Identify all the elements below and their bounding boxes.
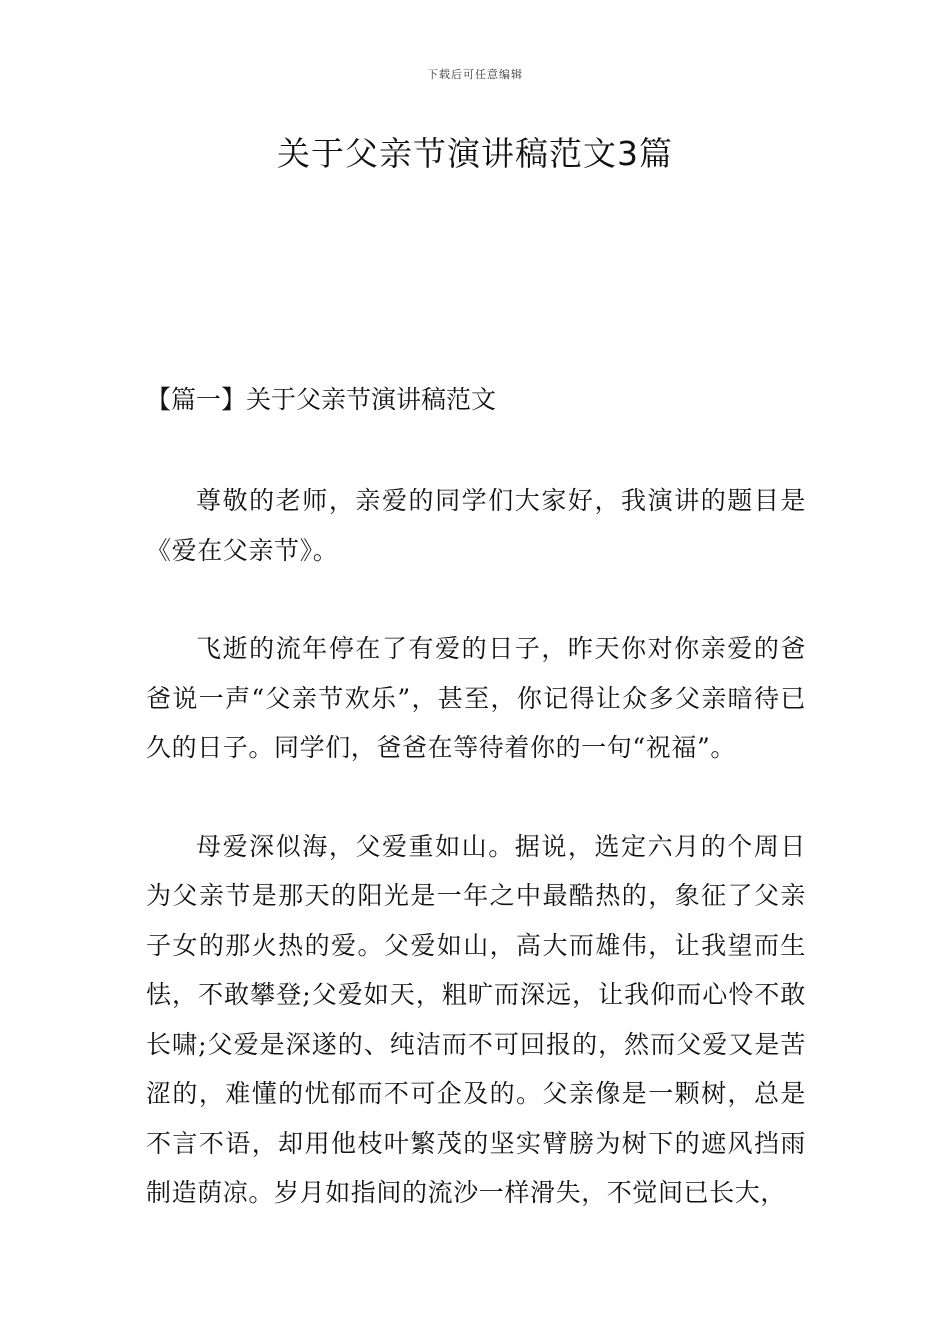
paragraph-greeting: 尊敬的老师，亲爱的同学们大家好，我演讲的题目是《爱在父亲节》。 [146,486,806,565]
paragraph-father-love: 母爱深似海，父爱重如山。据说，选定六月的个周日为父亲节是那天的阳光是一年之中最酷热的，象征了父亲子女的那火热的爱。父爱如山，高大而雄伟，让我望而生怯，不敢攀登;父爱如天，粗旷而深远，让我仰而心怜不敢长啸;父爱是深遂的、纯洁而不可回报的，然而父爱又是苦涩的，难懂的忧郁而不可企及的。父亲像是一颗树，总是不言不语，却用他枝叶繁茂的坚实臂膀为树下的遮风挡雨制造荫凉。岁月如指间的流沙一样滑失，不觉间已长大， [146,831,806,1207]
header-note: 下载后可任意编辑 [427,68,523,81]
section-heading: 【篇一】关于父亲节演讲稿范文 [146,385,497,414]
paragraph-fathers-day: 飞逝的流年停在了有爱的日子，昨天你对你亲爱的爸爸说一声“父亲节欢乐”，甚至，你记得让众多父亲暗待已久的日子。同学们，爸爸在等待着你的一句“祝福”。 [146,634,806,762]
document-title: 关于父亲节演讲稿范文3篇 [277,134,673,173]
document-body [146,476,806,1267]
